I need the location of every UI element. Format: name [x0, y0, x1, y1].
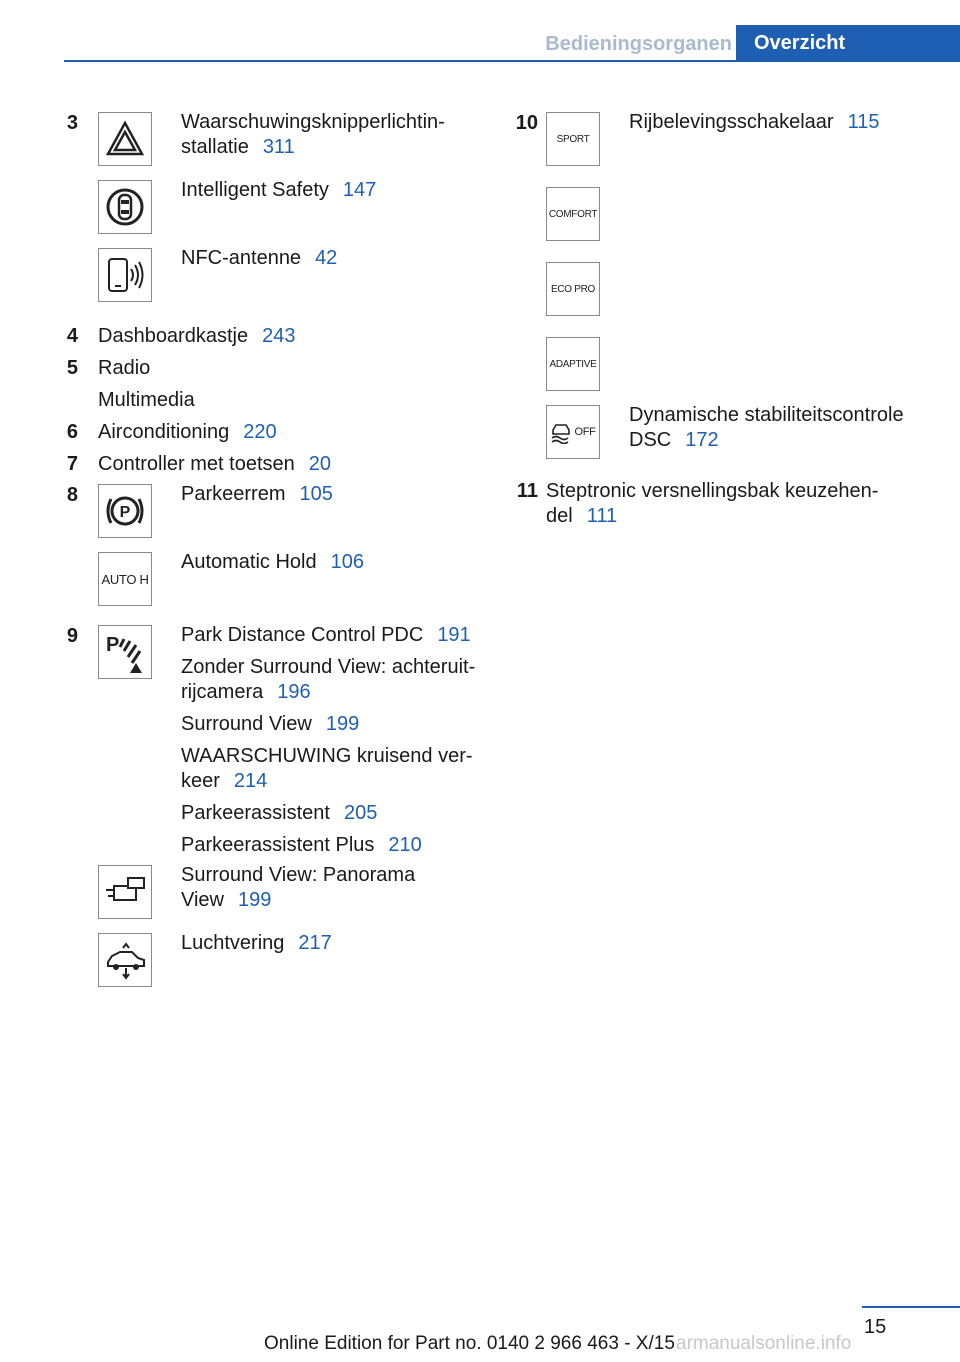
page-ref-link[interactable]: 172: [685, 429, 719, 451]
comfort-button-icon: [546, 187, 600, 241]
item-number: 3: [66, 112, 78, 134]
icon-row: [508, 258, 928, 333]
page-ref-link[interactable]: 147: [342, 179, 377, 201]
item-3: [60, 108, 480, 312]
icon-row: [508, 183, 928, 258]
entry-label: Parkeerassistent Plus: [181, 834, 375, 856]
entry-text: [181, 482, 481, 507]
entry-text: [181, 246, 481, 271]
page-ref-link[interactable]: 106: [330, 551, 364, 573]
icon-row: [60, 861, 480, 929]
watermark: armanualsonline.info: [676, 1333, 852, 1354]
button-label: SPORT: [556, 133, 590, 145]
air-suspension-icon: [98, 933, 152, 987]
icon-row: [60, 929, 480, 997]
footer-rule: [862, 1306, 960, 1308]
entry-label: Park Distance Control PDC: [181, 624, 424, 646]
auto-hold-icon: [98, 552, 152, 606]
header-section-label: Bedieningsorganen: [545, 33, 732, 55]
auto-hold-label: AUTO H: [101, 571, 149, 587]
park-distance-control-icon: [98, 625, 152, 679]
page-ref-link[interactable]: 210: [388, 834, 422, 856]
right-column: [508, 108, 928, 529]
entry-label: Surround View: Panorama View: [181, 864, 416, 911]
pdc-block: [60, 623, 480, 861]
entry-label: Luchtvering: [181, 932, 285, 954]
item-9: [60, 623, 480, 997]
entry-label: Airconditioning: [98, 421, 230, 443]
entry-label: Radio: [98, 357, 151, 379]
adaptive-button-icon: [546, 337, 600, 391]
icon-row: [60, 548, 480, 616]
page-ref-link[interactable]: 217: [298, 932, 332, 954]
left-column: [60, 108, 480, 997]
icon-row: [508, 108, 928, 183]
page-ref-link[interactable]: 243: [262, 325, 296, 347]
item-number: 6: [66, 421, 78, 443]
button-label: ADAPTIVE: [549, 358, 597, 370]
item-number: 4: [66, 325, 78, 347]
entry-label: Waarschuwingsknipperlichtin- stallatie: [181, 111, 445, 158]
hazard-warning-icon: [98, 112, 152, 166]
icon-row: [508, 333, 928, 401]
button-label: COMFORT: [548, 208, 598, 220]
entry-label: Dynamische stabiliteitscontrole DSC: [629, 404, 904, 451]
svg-text:P: P: [119, 504, 131, 521]
button-label: ECO PRO: [550, 283, 596, 295]
parking-brake-icon: [98, 484, 152, 538]
header-tab-overzicht: Overzicht: [736, 25, 960, 61]
icon-row: [60, 480, 480, 548]
item-number: 5: [66, 357, 78, 379]
intelligent-safety-icon: [98, 180, 152, 234]
item-5: [60, 356, 480, 420]
edition-text: Online Edition for Part no. 0140 2 966 463 - X/15: [264, 1333, 675, 1354]
page-ref-link[interactable]: 205: [343, 802, 378, 824]
header-rule: [64, 60, 960, 62]
page-number: 15: [864, 1316, 887, 1338]
entry-text: [629, 403, 919, 453]
page-ref-link[interactable]: 196: [277, 681, 311, 703]
svg-text:P: P: [106, 634, 120, 656]
page-ref-link[interactable]: 220: [243, 421, 277, 443]
entry-label: Rijbelevingsschakelaar: [629, 111, 834, 133]
icon-row: [508, 401, 928, 479]
entry-text: [181, 863, 481, 913]
page-ref-link[interactable]: 191: [437, 624, 471, 646]
entry-label: Multimedia: [98, 389, 195, 411]
page-ref-link[interactable]: 214: [233, 770, 268, 792]
entry-label: WAARSCHUWING kruisend ver- keer: [181, 745, 473, 792]
page-ref-link[interactable]: 111: [586, 505, 618, 527]
item-number: 8: [66, 484, 78, 506]
icon-row: [60, 108, 480, 176]
entry-text: [629, 110, 919, 135]
item-8: [60, 480, 480, 616]
item-number: 9: [66, 625, 78, 647]
entry-text: [181, 550, 481, 575]
page-ref-link[interactable]: 115: [847, 111, 880, 133]
entry-label: Dashboardkastje: [98, 325, 249, 347]
dsc-off-label: OFF: [574, 426, 596, 438]
entry-label: Automatic Hold: [181, 551, 317, 573]
entry-label: Controller met toetsen: [98, 453, 295, 475]
item-number: 7: [66, 453, 78, 475]
item-4: [60, 324, 480, 356]
entry-label: Steptronic versnellingsbak keuzehen- del: [546, 480, 879, 527]
entry-label: Zonder Surround View: achteruit- rijcamera: [181, 656, 476, 703]
entry-label: Parkeerassistent: [181, 802, 330, 824]
entry-label: NFC-antenne: [181, 247, 302, 269]
page-ref-link[interactable]: 199: [238, 889, 272, 911]
entry-label: Parkeerrem: [181, 483, 286, 505]
icon-row: [60, 244, 480, 312]
item-number: 11: [516, 480, 538, 502]
item-11: [508, 479, 928, 529]
page-ref-link[interactable]: 311: [262, 136, 295, 158]
page-ref-link[interactable]: 105: [299, 483, 333, 505]
item-6: [60, 420, 480, 452]
page-ref-link[interactable]: 199: [325, 713, 360, 735]
entry-label: Surround View: [181, 713, 312, 735]
page-ref-link[interactable]: 42: [315, 247, 338, 269]
entry-label: Intelligent Safety: [181, 179, 329, 201]
icon-row: [60, 176, 480, 244]
item-number: 10: [515, 112, 538, 134]
item-10: [508, 108, 928, 479]
entry-text: [181, 931, 481, 956]
page-ref-link[interactable]: 20: [308, 453, 332, 475]
dsc-off-icon: [546, 405, 600, 459]
pdc-text-list: [181, 623, 481, 858]
sport-button-icon: [546, 112, 600, 166]
eco-pro-button-icon: [546, 262, 600, 316]
entry-text: [181, 178, 481, 203]
entry-text: [181, 110, 481, 160]
surround-view-icon: [98, 865, 152, 919]
nfc-antenna-icon: [98, 248, 152, 302]
